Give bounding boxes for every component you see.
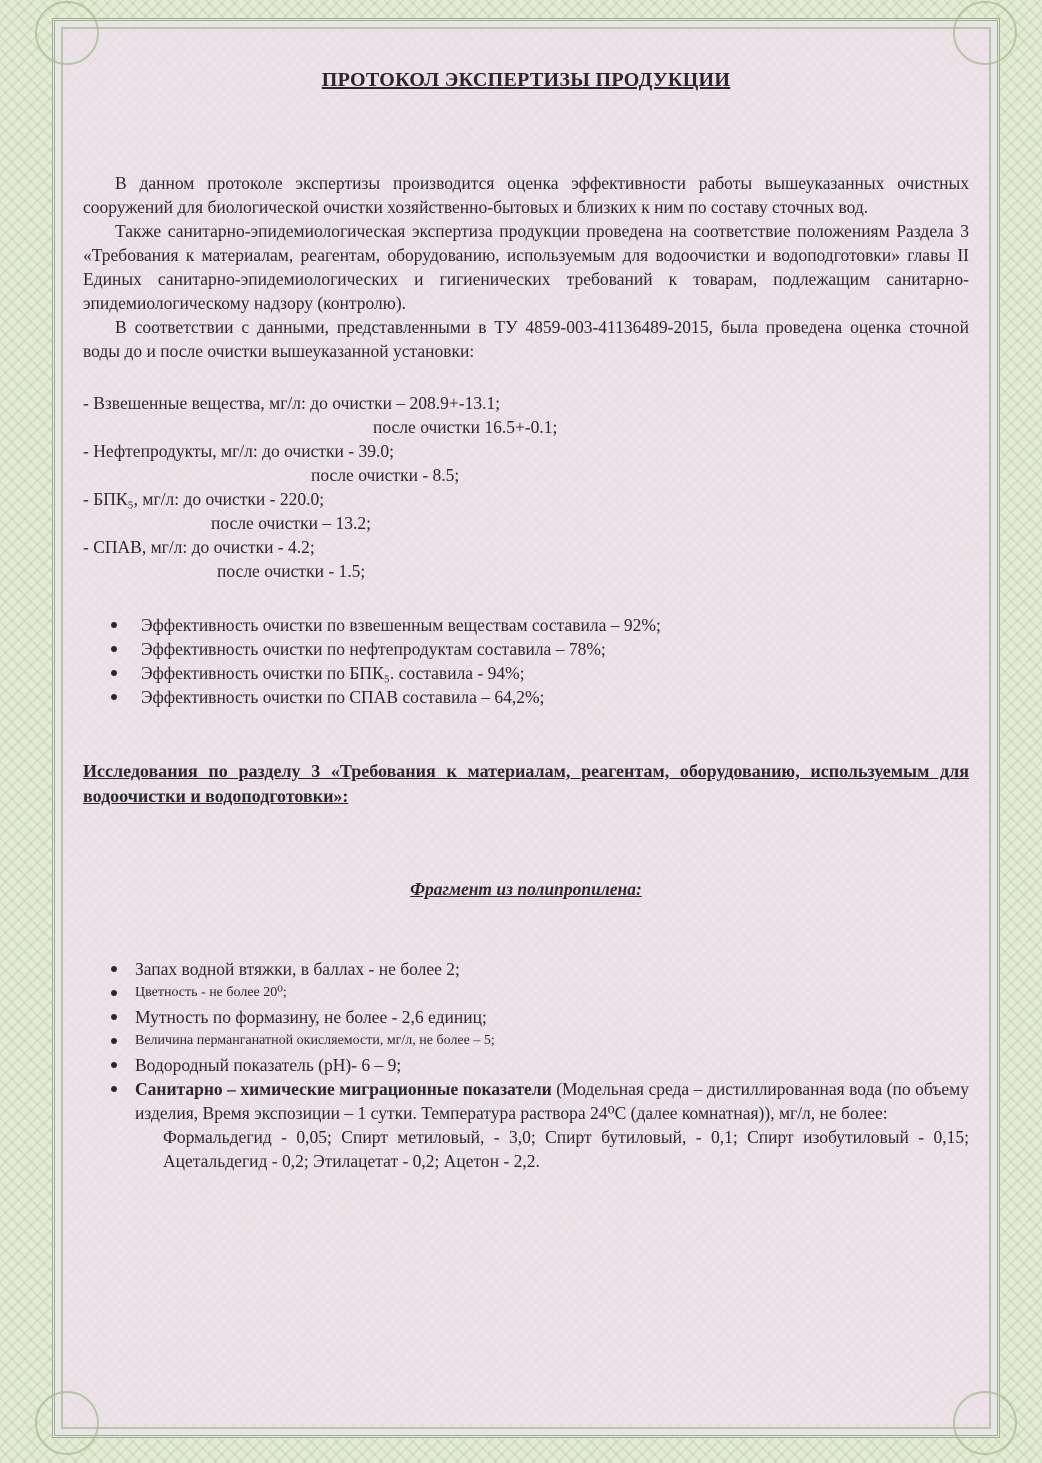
list-item: Эффективность очистки по СПАВ составила – 64,2%; — [83, 685, 969, 709]
bullet-icon — [111, 1062, 117, 1068]
list-item: Величина перманганатной окисляемости, мг/л, не более – 5; — [83, 1029, 969, 1053]
list-item: Водородный показатель (рН)- 6 – 9; — [83, 1053, 969, 1077]
frame-ornament — [953, 1, 1017, 65]
ornamental-frame — [52, 18, 1000, 1438]
bullet-icon — [111, 966, 117, 972]
standards-paragraph: Также санитарно-эпидемиологическая экспертиза продукции проведена на соответствие положениям Раздела 3 «Требования к материалам, реагентам, оборудованию, используемым для водоочистки и водоподготовки» главы II Единых санитарно-эпидемиологических и гигиенических требований к товарам, подлежащим санитарно-эпидемиологическому надзору (контролю). — [83, 221, 969, 313]
migration-text: (Модельная среда – дистиллированная вода (по объему изделия, Время экспозиции – 1 сутки. Температура раствора 24⁰С (далее комнатная)), мг/л, не более: — [135, 1079, 969, 1123]
list-item: Эффективность очистки по взвешенным веществам составила – 92%; — [83, 613, 969, 637]
list-item: Запах водной втяжки, в баллах - не более 2; — [83, 957, 969, 981]
measurement-before: - Нефтепродукты, мг/л: до очистки - 39.0; — [83, 441, 394, 461]
list-item: Цветность - не более 20⁰; — [83, 981, 969, 1005]
bullet-icon — [111, 990, 117, 996]
document-title: ПРОТОКОЛ ЭКСПЕРТИЗЫ ПРОДУКЦИИ — [321, 69, 731, 91]
migration-heading: Санитарно – химические миграционные показатели — [135, 1079, 552, 1099]
requirements-list — [83, 957, 969, 1125]
list-item: Эффективность очистки по нефтепродуктам составила – 78%; — [83, 637, 969, 661]
intro-paragraph: В данном протоколе экспертизы производится оценка эффективности работы вышеуказанных очистных сооружений для биологической очистки хозяйственно-бытовых и близких к ним по составу сточных вод. — [83, 173, 969, 217]
bullet-icon — [111, 1014, 117, 1020]
bullet-icon — [111, 646, 117, 652]
tu-paragraph: В соответствии с данными, представленными в ТУ 4859-003-41136489-2015, была проведена оценка сточной воды до и после очистки вышеуказанной установки: — [83, 317, 969, 361]
efficiency-list — [83, 613, 969, 709]
measurement-after: после очистки - 1.5; — [217, 561, 366, 581]
bullet-icon — [111, 1086, 117, 1092]
frame-ornament — [35, 1391, 99, 1455]
bullet-icon — [111, 670, 117, 676]
list-item: Эффективность очистки по БПК₅. составила - 94%; — [83, 661, 969, 685]
bullet-icon — [111, 694, 117, 700]
frame-ornament — [35, 1, 99, 65]
measurement-after: после очистки – 13.2; — [211, 513, 371, 533]
measurement-after: после очистки 16.5+-0.1; — [373, 417, 558, 437]
bullet-icon — [111, 622, 117, 628]
document-body — [83, 171, 969, 1173]
section-heading: Исследования по разделу 3 «Требования к материалам, реагентам, оборудованию, используемым для водоочистки и водоподготовки»: — [83, 761, 969, 806]
chemical-limits: Формальдегид - 0,05; Спирт метиловый, - 3,0; Спирт бутиловый, - 0,1; Спирт изобутиловый - 0,15; Ацетальдегид - 0,2; Этилацетат - 0,2; Ацетон - 2,2. — [163, 1127, 969, 1171]
frame-ornament — [953, 1391, 1017, 1455]
measurement-before: - СПАВ, мг/л: до очистки - 4.2; — [83, 537, 315, 557]
measurement-before: - Взвешенные вещества, мг/л: до очистки – 208.9+-13.1; — [83, 393, 501, 413]
list-item — [83, 1077, 969, 1125]
bullet-icon — [111, 1038, 117, 1044]
measurement-before: - БПК₅, мг/л: до очистки - 220.0; — [83, 489, 325, 509]
fragment-title: Фрагмент из полипропилена: — [410, 879, 642, 899]
list-item: Мутность по формазину, не более - 2,6 единиц; — [83, 1005, 969, 1029]
measurement-after: после очистки - 8.5; — [311, 465, 460, 485]
measurements-list — [83, 391, 969, 583]
